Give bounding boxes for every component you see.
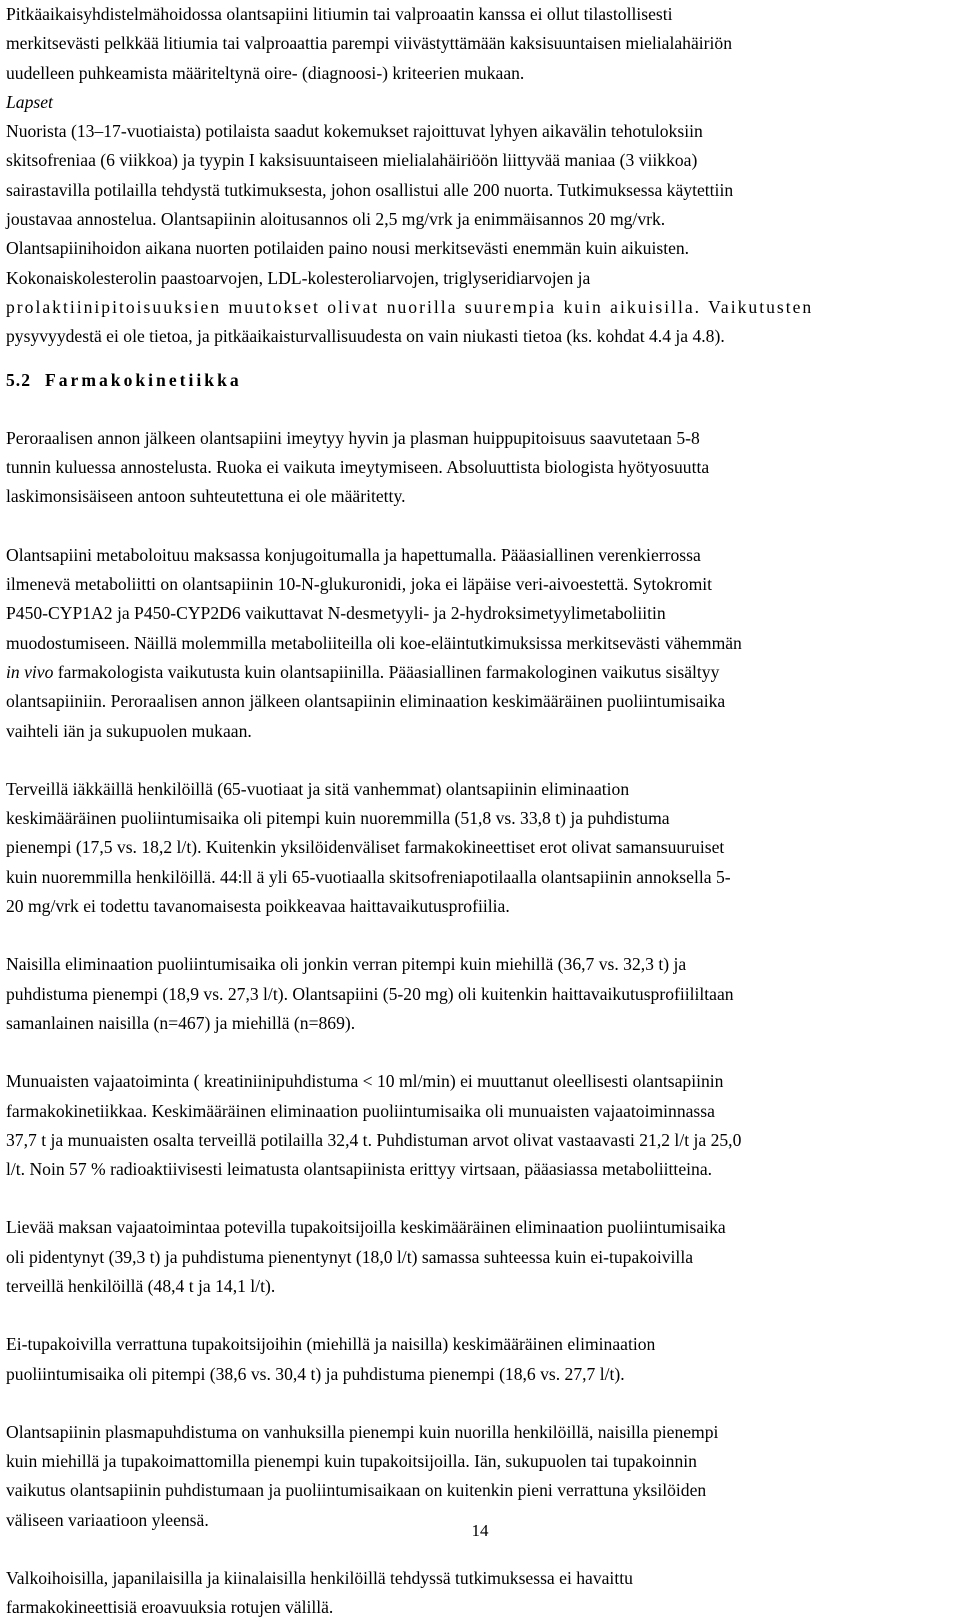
lapset-line: skitsofreniaa (6 viikkoa) ja tyypin I kaksisuuntaiseen mielialahäiriöön liittyvää maniaa (3 viikkoa): [6, 150, 698, 171]
paragraph-line: keskimääräinen puoliintumisaika oli pitempi kuin nuoremmilla (51,8 vs. 33,8 t) ja puhdistuma: [6, 808, 670, 829]
paragraph-line: Olantsapiinin plasmapuhdistuma on vanhuksilla pienempi kuin nuorilla henkilöillä, naisilla pienempi: [6, 1421, 719, 1442]
section-heading: [6, 366, 954, 395]
intro-line-1: Pitkäaikaisyhdistelmähoidossa olantsapiini litiumin tai valproaatin kanssa ei ollut tilastollisesti: [6, 4, 673, 24]
paragraph-line: farmakokineettisiä eroavuuksia rotujen välillä.: [6, 1597, 334, 1618]
lapset-line: Nuorista (13–17-vuotiaista) potilaista saadut kokemukset rajoittuvat lyhyen aikavälin tehotuloksiin: [6, 121, 703, 142]
lapset-line: joustavaa annostelua. Olantsapiinin aloitusannos oli 2,5 mg/vrk ja enimmäisannos 20 mg/vrk.: [6, 209, 666, 230]
document-page: [6, 0, 954, 1623]
paragraph-line: farmakokinetiikkaa. Keskimääräinen eliminaation puoliintumisaika oli munuaisten vajaatoiminnassa: [6, 1100, 715, 1121]
paragraph-line: puhdistuma pienempi (18,9 vs. 27,3 l/t). Olantsapiini (5-20 mg) oli kuitenkin haittavaikutusprofiililtaan: [6, 983, 734, 1004]
paragraph-line: Naisilla eliminaation puoliintumisaika oli jonkin verran pitempi kuin miehillä (36,7 vs. 32,3 t) ja: [6, 954, 687, 975]
lapset-line: sairastavilla potilailla tehdystä tutkimuksesta, johon osallistui alle 200 nuorta. Tutkimuksessa käytettiin: [6, 179, 734, 200]
paragraph-line: kuin miehillä ja tupakoimattomilla pienempi kuin tupakoitsijoilla. Iän, sukupuolen tai tupakoinnin: [6, 1451, 697, 1472]
lapset-line: Olantsapiinihoidon aikana nuorten potilaiden paino nousi merkitsevästi enemmän kuin aikuisten.: [6, 238, 690, 259]
paragraph-line: 37,7 t ja munuaisten osalta terveillä potilailla 32,4 t. Puhdistuman arvot olivat vastaavasti 21,2 l/t ja 25,0: [6, 1129, 742, 1150]
paragraph-hepatic: [6, 1213, 954, 1301]
intro-line-3: uudelleen puhkeamista määriteltynä oire- (diagnoosi-) kriteerien mukaan.: [6, 62, 525, 83]
paragraph-line: olantsapiiniin. Peroraalisen annon jälkeen olantsapiinin eliminaation keskimääräinen puoliintumisaika: [6, 691, 726, 712]
lapset-line: Kokonaiskolesterolin paastoarvojen, LDL-kolesteroliarvojen, triglyseridiarvojen ja: [6, 267, 591, 288]
lapset-line: pysyvyydestä ei ole tietoa, ja pitkäaikaisturvallisuudesta on vain niukasti tietoa (ks. kohdat 4.4 ja 4.8).: [6, 326, 725, 347]
paragraph-line: tunnin kuluessa annostelusta. Ruoka ei vaikuta imeytymiseen. Absoluuttista biologista hyötyosuutta: [6, 457, 710, 478]
paragraph-ethnicity: [6, 1564, 954, 1623]
paragraph-line: puoliintumisaika oli pitempi (38,6 vs. 30,4 t) ja puhdistuma pienempi (18,6 vs. 27,7 l/t).: [6, 1363, 625, 1384]
page-number: 14: [471, 1521, 489, 1540]
in-vivo-term: in vivo: [6, 661, 54, 682]
lapset-heading: Lapset: [6, 91, 53, 112]
paragraph-line: Terveillä iäkkäillä henkilöillä (65-vuotiaat ja sitä vanhemmat) olantsapiinin eliminaation: [6, 778, 630, 799]
paragraph-line: terveillä henkilöillä (48,4 t ja 14,1 l/t).: [6, 1275, 276, 1296]
paragraph-line: vaihteli iän ja sukupuolen mukaan.: [6, 720, 252, 741]
paragraph-line: vaikutus olantsapiinin puhdistumaan ja puoliintumisaikaan on kuitenkin pieni verrattuna yksilöiden: [6, 1480, 707, 1501]
paragraph-line: P450-CYP1A2 ja P450-CYP2D6 vaikuttavat N-desmetyyli- ja 2-hydroksimetyylimetaboliitin: [6, 603, 666, 624]
paragraph-line: kuin nuoremmilla henkilöillä. 44:ll ä yli 65-vuotiaalla skitsofreniapotilaalla olantsapiinin annoksella 5-: [6, 866, 731, 887]
section-number: 5.2: [6, 369, 31, 390]
lapset-line: prolaktiinipitoisuuksien muutokset olivat nuorilla suurempia kuin aikuisilla. Vaikutusten: [6, 296, 814, 317]
paragraph-line: Ei-tupakoivilla verrattuna tupakoitsijoihin (miehillä ja naisilla) keskimääräinen eliminaation: [6, 1334, 656, 1355]
paragraph-elderly: [6, 775, 954, 921]
paragraph-line: 20 mg/vrk ei todettu tavanomaisesta poikkeavaa haittavaikutusprofiilia.: [6, 896, 510, 917]
paragraph-gender: [6, 950, 954, 1038]
paragraph-absorption: [6, 424, 954, 512]
paragraph-line: Valkoihoisilla, japanilaisilla ja kiinalaisilla henkilöillä tehdyssä tutkimuksessa ei havaittu: [6, 1568, 633, 1589]
paragraph-metabolism: [6, 541, 954, 746]
paragraph-line: oli pidentynyt (39,3 t) ja puhdistuma pienentynyt (18,0 l/t) samassa suhteessa kuin ei-tupakoivilla: [6, 1246, 694, 1267]
paragraph-line: pienempi (17,5 vs. 18,2 l/t). Kuitenkin yksilöidenväliset farmakokineettiset erot olivat samansuuruiset: [6, 837, 725, 858]
paragraph-line: Olantsapiini metaboloituu maksassa konjugoitumalla ja hapettumalla. Pääasiallinen verenkierrossa: [6, 544, 701, 565]
intro-line-2: merkitsevästi pelkkää litiumia tai valproaattia parempi viivästyttämään kaksisuuntaisen mielialahäiriön: [6, 33, 733, 54]
paragraph-line: laskimonsisäiseen antoon suhteutettuna ei ole määritetty.: [6, 486, 406, 507]
section-title: Farmakokinetiikka: [45, 369, 242, 390]
paragraph-clearance: [6, 1418, 954, 1535]
paragraph-line: väliseen variaatioon yleensä.: [6, 1509, 209, 1530]
paragraph-line: samanlainen naisilla (n=467) ja miehillä (n=869).: [6, 1012, 356, 1033]
paragraph-line: in vivo farmakologista vaikutusta kuin olantsapiinilla. Pääasiallinen farmakologinen vaikutus sisältyy: [6, 661, 720, 682]
paragraph-renal: [6, 1067, 954, 1184]
paragraph-line: Munuaisten vajaatoiminta ( kreatiniinipuhdistuma < 10 ml/min) ei muuttanut oleellisesti olantsapiinin: [6, 1071, 724, 1092]
paragraph-line: muodostumiseen. Näillä molemmilla metaboliiteilla oli koe-eläintutkimuksissa merkitsevästi vähemmän: [6, 632, 742, 653]
paragraph-line: ilmenevä metaboliitti on olantsapiinin 10-N-glukuronidi, joka ei läpäise veri-aivoestettä. Sytokromit: [6, 574, 713, 595]
paragraph-line: l/t. Noin 57 % radioaktiivisesti leimatusta olantsapiinista erittyy virtsaan, pääasiassa metaboliitteina.: [6, 1159, 713, 1180]
paragraph-line: Peroraalisen annon jälkeen olantsapiini imeytyy hyvin ja plasman huippupitoisuus saavutetaan 5-8: [6, 427, 700, 448]
paragraph-smokers: [6, 1330, 954, 1389]
paragraph-line: Lievää maksan vajaatoimintaa potevilla tupakoitsijoilla keskimääräinen eliminaation puoliintumisaika: [6, 1217, 726, 1238]
